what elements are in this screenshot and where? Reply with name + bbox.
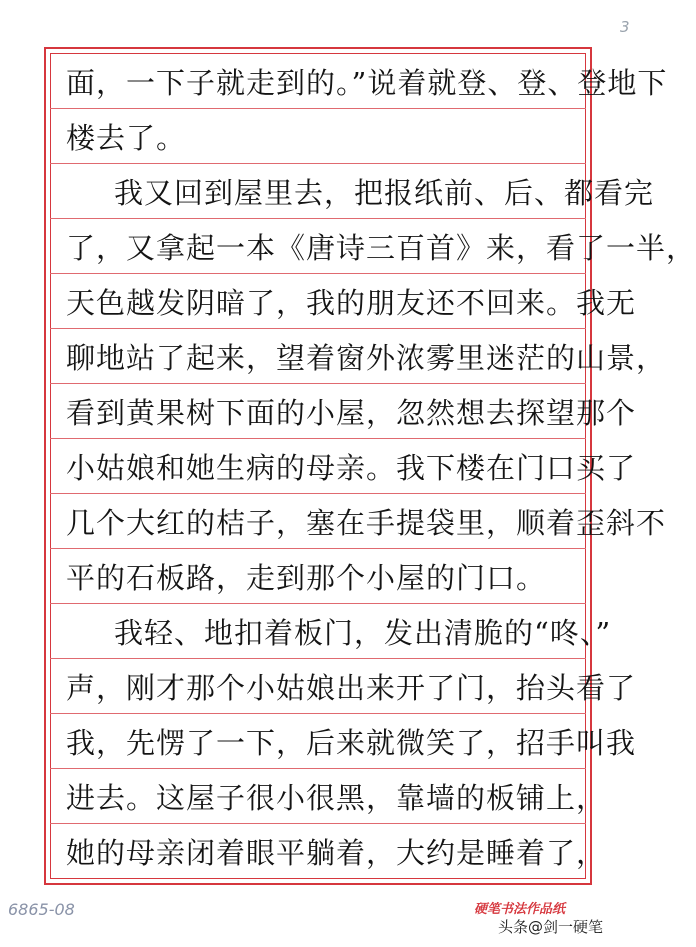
manuscript-line: 小姑娘和她生病的母亲。我下楼在门口买了 bbox=[66, 450, 637, 485]
manuscript-line: 我，先愣了一下，后来就微笑了，招手叫我 bbox=[66, 725, 637, 760]
manuscript-line: 平的石板路，走到那个小屋的门口。 bbox=[66, 560, 547, 595]
watermark: 头条@剑一硬笔 bbox=[498, 918, 604, 936]
ruling-line bbox=[50, 273, 586, 274]
manuscript-line: 她的母亲闭着眼平躺着，大约是睡着了， bbox=[66, 835, 607, 870]
ruling-line bbox=[50, 438, 586, 439]
manuscript-line: 我又回到屋里去，把报纸前、后、都看完 bbox=[114, 175, 655, 210]
ruling-line bbox=[50, 163, 586, 164]
manuscript-line: 几个大红的桔子，塞在手提袋里，顺着歪斜不 bbox=[66, 505, 667, 540]
ruling-line bbox=[50, 108, 586, 109]
ruling-line bbox=[50, 603, 586, 604]
ruling-line bbox=[50, 328, 586, 329]
ruling-line bbox=[50, 548, 586, 549]
footer-brand: 硬笔书法作品纸 bbox=[474, 902, 566, 917]
manuscript-line: 我轻、地扣着板门，发出清脆的“咚、” bbox=[114, 615, 612, 650]
ruling-line bbox=[50, 768, 586, 769]
page-number: 3 bbox=[620, 18, 630, 36]
manuscript-line: 楼去了。 bbox=[66, 120, 187, 155]
ruling-line bbox=[50, 493, 586, 494]
ruling-line bbox=[50, 713, 586, 714]
manuscript-line: 聊地站了起来，望着窗外浓雾里迷茫的山景， bbox=[66, 340, 667, 375]
ruling-line bbox=[50, 823, 586, 824]
ruling-line bbox=[50, 658, 586, 659]
ruling-line bbox=[50, 383, 586, 384]
manuscript-line: 天色越发阴暗了，我的朋友还不回来。我无 bbox=[66, 285, 637, 320]
ruling-line bbox=[50, 218, 586, 219]
manuscript-line: 进去。这屋子很小很黑，靠墙的板铺上， bbox=[66, 780, 607, 815]
manuscript-line: 了，又拿起一本《唐诗三百首》来，看了一半， bbox=[66, 230, 696, 265]
manuscript-line: 看到黄果树下面的小屋，忽然想去探望那个 bbox=[66, 395, 637, 430]
footer-code: 6865-08 bbox=[8, 900, 75, 919]
manuscript-line: 面，一下子就走到的。”说着就登、登、登地下 bbox=[66, 65, 668, 100]
manuscript-line: 声，刚才那个小姑娘出来开了门，抬头看了 bbox=[66, 670, 637, 705]
